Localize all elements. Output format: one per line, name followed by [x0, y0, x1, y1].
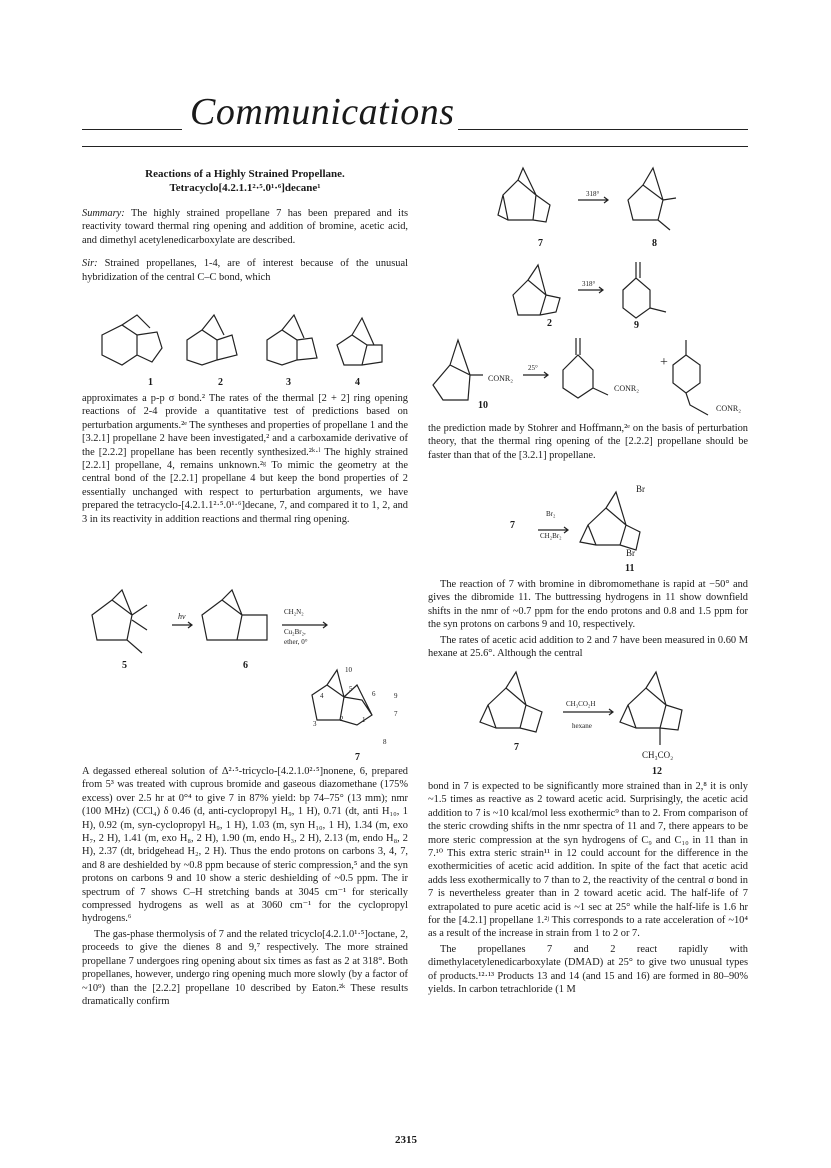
scheme-bromination	[428, 480, 748, 570]
reagent-ether: ether, 0°	[284, 638, 308, 646]
atom-num-9: 9	[394, 692, 398, 700]
br-bottom: Br	[626, 548, 635, 558]
right-column-bottom	[428, 780, 748, 999]
ch3co2-label: CH₃CO₂	[642, 750, 674, 760]
temp-318-a: 318°	[586, 190, 600, 198]
left-column-top	[82, 168, 408, 286]
conr2-a: CONR₂	[488, 374, 514, 383]
paragraph-7: The rates of acetic acid addition to 2 and 7 have been measured in 0.60 M hexane at 25.6°. Although the central	[428, 634, 748, 660]
atom-num-7: 7	[394, 710, 398, 718]
label-2: 2	[218, 377, 223, 388]
label-7-bromination: 7	[510, 520, 515, 531]
right-column-mid	[428, 578, 748, 662]
conr2-c: CONR₂	[716, 404, 742, 413]
sir-paragraph	[82, 257, 408, 284]
label-12: 12	[652, 766, 662, 777]
label-11: 11	[625, 563, 635, 574]
summary-text: The highly strained propellane 7 has been prepared and its reactivity toward thermal ring opening and addition of bromine, acetic acid, and dimethyl acetylenedicarboxylate are described.	[82, 208, 408, 246]
reagent-hexane: hexane	[572, 722, 592, 730]
atom-num-8: 8	[383, 738, 387, 746]
temp-25: 25°	[528, 364, 538, 372]
label-8: 8	[652, 238, 657, 249]
structure-1	[102, 315, 162, 365]
atom-num-10: 10	[345, 666, 352, 674]
paragraph-8: bond in 7 is expected to be significantly more strained than in 2,⁸ it is only ~1.5 times as reactive as 2 toward acetic acid. Surprisingly, the acetic acid addition to 7 is ~10 kcal/mol less exothermic⁹ than to 2. From comparison of the steric crowding shifts in the nmr spectra of 11 and 7, there appears to be more steric compression at the syn hydrogens of C₉ and C₁₀ in 11 than in 7.¹⁰ This extra steric strain¹¹ in 12 could account for the difference in the exothermicities of acetic acid addition. In spite of the fact that acetic acid adds less exothermically to 7 than to 2, the reactivity of the central σ bond in 7 is nevertheless greater than in 2 toward acetic acid. The half-life of 7 extrapolated to pure acetic acid is ~1 sec at 25° while the half-life is 1.6 hr for the [4.2.1] propellane 1.²ʲ This corresponds to a rate acceleration of ~10⁴ as a result of the increase in strain from 1 to 2 or 7.	[428, 781, 748, 940]
label-9: 9	[634, 320, 639, 331]
scheme-5-6-7	[82, 585, 408, 765]
sir-text: Strained propellanes, 1-4, are of interest because of the unusual hybridization of the central C–C bond, which	[82, 258, 408, 283]
atom-num-3: 3	[313, 720, 317, 728]
atom-num-6: 6	[372, 690, 376, 698]
reagent-ch2br2: CH₂Br₂	[540, 532, 562, 540]
temp-318-b: 318°	[582, 280, 596, 288]
label-3: 3	[286, 377, 291, 388]
reagent-ch2n2: CH₂N₂	[284, 608, 304, 616]
header-rule-bottom	[82, 146, 748, 147]
paragraph-5: the prediction made by Stohrer and Hoffmann,²ᵉ on the basis of perturbation theory, that the thermal ring opening of the [2.2.2] propellane should be faster than that of the [3.2.1] propellane.	[428, 423, 748, 461]
label-5: 5	[122, 660, 127, 671]
scheme-acetic-acid	[428, 660, 748, 770]
summary-paragraph	[82, 207, 408, 247]
article-title-line1: Reactions of a Highly Strained Propellane.	[145, 168, 345, 180]
atom-num-4: 4	[320, 692, 324, 700]
label-7-acetic: 7	[514, 742, 519, 753]
label-1: 1	[148, 377, 153, 388]
page-number: 2315	[395, 1134, 417, 1146]
label-7-right: 7	[538, 238, 543, 249]
right-column-top	[428, 422, 748, 464]
paragraph-6: The reaction of 7 with bromine in dibromomethane is rapid at −50° and gives the dibromide 11. The buttressing hydrogens in 11 show downfield shifts in the nmr of ~0.7 ppm for the endo protons and 0.8 and 1.5 ppm for the syn protons on carbons 9 and 10, respectively.	[428, 579, 748, 631]
br-top: Br	[636, 484, 645, 494]
paragraph-9: The propellanes 7 and 2 react rapidly with dimethylacetylenedicarboxylate (DMAD) at 25° to give two unusual types of products.¹²·¹³ Products 13 and 14 (and 15 and 16) are formed in 80–90% yields. In carbon tetrachloride (1 M	[428, 943, 748, 996]
section-title: Communications	[190, 91, 455, 133]
atom-num-5: 5	[349, 685, 353, 693]
label-4: 4	[355, 377, 360, 388]
conr2-b: CONR₂	[614, 384, 640, 393]
label-6: 6	[243, 660, 248, 671]
reagent-br2: Br₂	[546, 510, 556, 518]
label-2-right: 2	[547, 318, 552, 329]
paragraph-2: approximates a p-p σ bond.² The rates of the thermal [2 + 2] ring opening reactions of 2-4 provide a quantitative test of predictions based on perturbation arguments.²ᵉ The syntheses and properties of propellane 1 and the [3.2.1] propellane 2 have been investigated,² and a carboxamide derivative of the [2.2.2] propellane has been recently synthesized.²ᵏ·ˡ The highly strained [2.2.1] propellane, 4, remains unknown.²ᵍ To mimic the geometry at the central bond of the [2.2.1] propellane 4 but keep the bond properties of 2 essentially unchanged with respect to perturbation arguments, we have prepared the tetracyclo-[4.2.1.1²·⁵.0¹·⁶]decane, 7, and compared it to 1, 2, and 3 in its reactivity in addition reactions and thermal ring opening.	[82, 393, 408, 525]
left-column-bottom	[82, 765, 408, 1010]
scheme-right-top	[428, 160, 748, 430]
left-column-mid	[82, 392, 408, 528]
reagent-cu2br2: Cu₂Br₂,	[284, 628, 306, 636]
atom-num-2: 2	[340, 715, 344, 723]
structure-2	[187, 315, 237, 365]
article-title-line2: Tetracyclo[4.2.1.1²·⁵.0¹·⁶]decane¹	[169, 181, 321, 194]
structure-4	[337, 318, 382, 365]
paragraph-3: A degassed ethereal solution of Δ²·⁵-tricyclo-[4.2.1.0²·⁵]nonene, 6, prepared from 5³ was treated with cuprous bromide and gaseous diazomethane (175% excess) over 2.5 hr at 0°⁴ to give 7 in 87% yield: bp 74–75° (13 mm); nmr (100 MHz) (CCl₄) δ 0.46 (d, anti-cyclopropyl H₉, 1 H), 0.71 (dt, anti H₁₀, 1 H), 0.92 (m, syn-cyclopropyl H₉, 1 H), 1.03 (m, syn H₁₀, 1 H), 1.34 (m, exo H₇, 2 H), 1.41 (m, exo H₈, 2 H), 1.90 (m, endo H₃, 2 H), 2.13 (m, endo H₈, 2 H), 2.37 (dt, bridgehead H₂, 2 H). Thus the endo protons on carbons 3, 4, 7, and 8 are deshielded by ~0.8 ppm because of steric compression,⁵ and the syn protons on carbons 9 and 10 show a steric deshielding of ~0.5 ppm. The ir spectrum of 7 shows C–H stretching bands at 3045 cm⁻¹ for sterically compressed hydrogens as well as at 3060 cm⁻¹ for the cyclopropyl hydrogens.⁶	[82, 766, 408, 925]
plus-sign: +	[660, 355, 668, 370]
article-title	[82, 168, 408, 195]
reagent-ch3co2h: CH₃CO₂H	[566, 700, 596, 708]
summary-label: Summary:	[82, 208, 125, 219]
structure-3	[267, 315, 317, 365]
header-rule-left	[82, 129, 182, 130]
paragraph-4: The gas-phase thermolysis of 7 and the related tricyclo[4.2.1.0¹·⁵]octane, 2, proceeds to give the dienes 8 and 9,⁷ respectively. The more strained propellane 7 undergoes ring opening about six times as fast as 2 at 318°. Both propellanes, however, undergo ring opening much more slowly (by a factor of ~10⁹) than the [2.2.2] propellane 10 described by Eaton.²ᵏ These results dramatically confirm	[82, 928, 408, 1007]
label-7-left: 7	[355, 752, 360, 763]
hv-label: hν	[178, 612, 186, 621]
atom-num-1: 1	[362, 716, 366, 724]
header-rule-right	[458, 129, 748, 130]
sir-label: Sir:	[82, 258, 98, 270]
label-10: 10	[478, 400, 488, 411]
